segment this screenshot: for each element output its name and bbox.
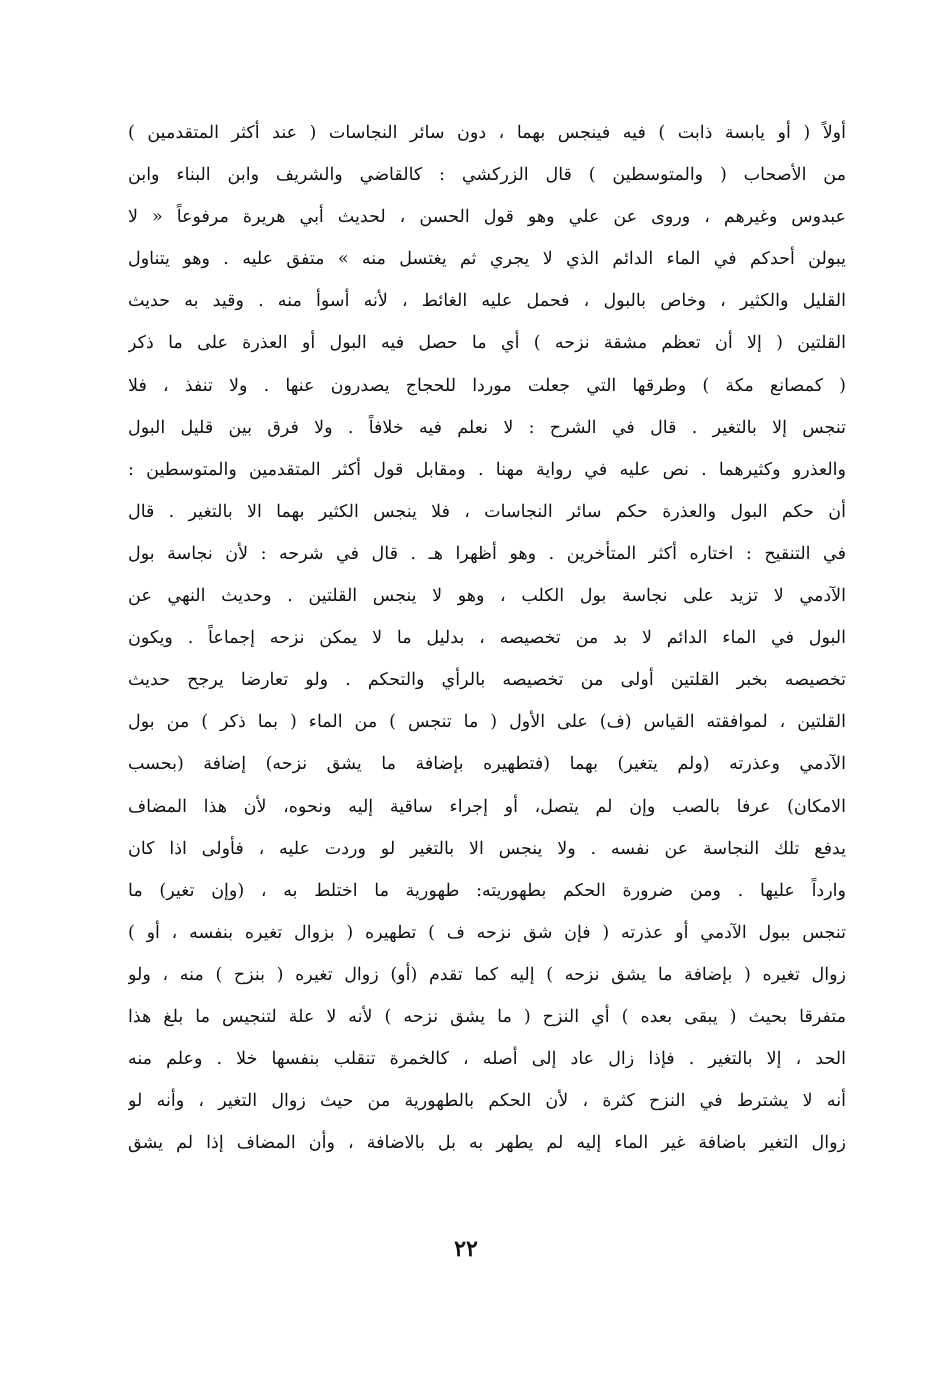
text-line: يدفع تلك النجاسة عن نفسه . ولا ينجس الا بالتغير لو وردت عليه ، فأولى اذا كان <box>128 838 846 859</box>
text-line: تنجس ببول الآدمي أو عذرته ( فإن شق نزحه ف ) تطهيره ( بزوال تغيره بنفسه ، أو ) <box>128 922 846 943</box>
text-line: تخصيصه بخبر القلتين أولى من تخصيصه بالرأي والتحكم . ولو تعارضا يرجح حديث <box>128 670 846 691</box>
text-line: زوال التغير باضافة غير الماء إليه لم يطهر به بل بالاضافة ، وأن المضاف إذا لم يشق <box>128 1133 846 1154</box>
text-line: القليل والكثير ، وخاص بالبول ، فحمل عليه الغائط ، لأنه أسوأ منه . وقيد به حديث <box>128 291 846 312</box>
text-line: وارداً عليها . ومن ضرورة الحكم بطهوريته: طهورية ما اختلط به ، (وإن تغير) ما <box>128 880 846 901</box>
text-line: أن حكم البول والعذرة حكم سائر النجاسات ، فلا ينجس الكثير بهما الا بالتغير . قال <box>128 501 846 522</box>
text-line: الآدمي لا تزيد على نجاسة بول الكلب ، وهو لا ينجس القلتين . وحديث النهي عن <box>128 586 846 607</box>
text-line: من الأصحاب ( والمتوسطين ) قال الزركشي : كالقاضي والشريف وابن البناء وابن <box>128 165 846 186</box>
text-line: القلتين ، لموافقته القياس (ف) على الأول ( ما تنجس ) من الماء ( بما ذكر ) من بول <box>128 712 846 733</box>
body-text <box>128 112 846 1164</box>
text-line: البول في الماء الدائم لا بد من تخصيصه ، بدليل ما لا يمكن نزحه إجماعاً . ويكون <box>128 628 846 649</box>
text-line: القلتين ( إلا أن تعظم مشقة نزحه ) أي ما حصل فيه البول أو العذرة على ما ذكر <box>128 333 846 354</box>
text-line: زوال تغيره ( بإضافة ما يشق نزحه ) إليه كما تقدم (أو) زوال تغيره ( بنزح ) منه ، ولو <box>128 964 846 985</box>
text-line: ( كمصانع مكة ) وطرقها التي جعلت موردا للحجاج يصدرون عنها . ولا تنفذ ، فلا <box>128 375 846 396</box>
text-line: الحد ، إلا بالتغير . فإذا زال عاد إلى أصله ، كالخمرة تنقلب بنفسها خلا . وعلم منه <box>128 1049 846 1070</box>
text-line: الآدمي وعذرته (ولم يتغير) بهما (فتطهيره بإضافة ما يشق نزحه) إضافة (بحسب <box>128 754 846 775</box>
text-line: في التنقيح : اختاره أكثر المتأخرين . وهو أظهرا هـ . قال في شرحه : لأن نجاسة بول <box>128 543 846 564</box>
text-line: الامكان) عرفا بالصب وإن لم يتصل، أو إجراء ساقية إليه ونحوه، لأن هذا المضاف <box>128 796 846 817</box>
text-line: أولاً ( أو يابسة ذابت ) فيه فينجس بهما ، دون سائر النجاسات ( عند أكثر المتقدمين ) <box>128 123 846 143</box>
text-line: عبدوس وغيرهم ، وروى عن علي وهو قول الحسن ، لحديث أبي هريرة مرفوعاً « لا <box>128 207 846 228</box>
text-line: متفرقا بحيث ( يبقى بعده ) أي النزح ( ما يشق نزحه ) لأنه لا علة لتنجيس ما بلغ هذا <box>128 1006 846 1027</box>
text-line: يبولن أحدكم في الماء الدائم الذي لا يجري ثم يغتسل منه » متفق عليه . وهو يتناول <box>128 249 846 270</box>
text-line: والعذرو وكثيرهما . نص عليه في رواية مهنا . ومقابل قول أكثر المتقدمين والمتوسطين : <box>128 459 846 480</box>
text-line: تنجس إلا بالتغير . قال في الشرح : لا نعلم فيه خلافاً . ولا فرق بين قليل البول <box>128 417 846 438</box>
page-number: ٢٢ <box>454 1236 478 1262</box>
text-line: أنه لا يشترط في النزح كثرة ، لأن الحكم بالطهورية من حيث زوال التغير ، وأنه لو <box>128 1091 846 1112</box>
